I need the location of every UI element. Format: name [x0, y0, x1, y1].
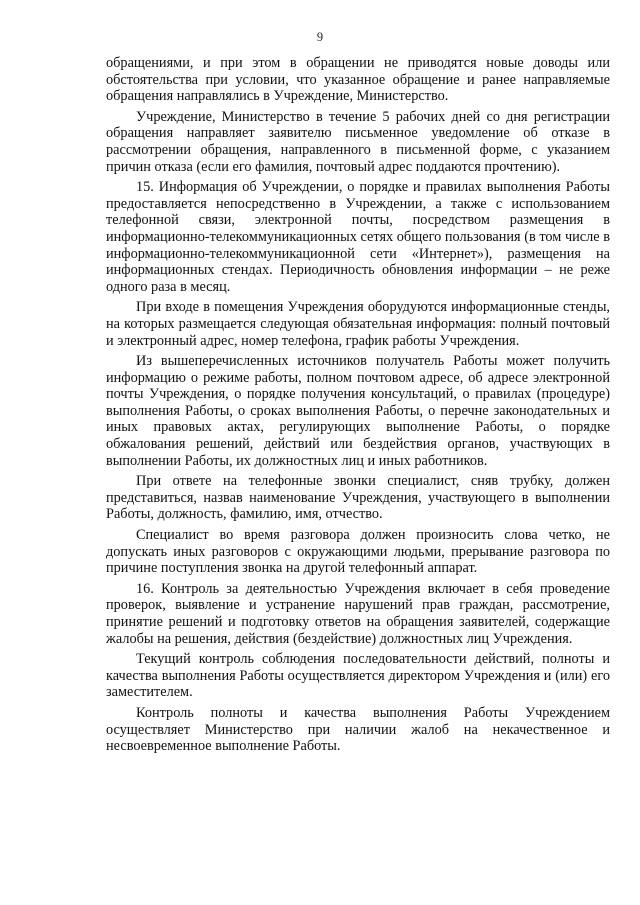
paragraph-section-16: 16. Контроль за деятельностью Учреждения включает в себя проведение проверок, выявление и устранение нарушений прав граждан, рассмотрение, принятие решений и подготовку ответов на обращения заявителей, содержащие жалобы на решения, действия (бездействие) должностных лиц Учреждения. [106, 580, 610, 647]
paragraph-info-stands: При входе в помещения Учреждения оборудуются информационные стенды, на которых размещается следующая обязательная информация: полный почтовый и электронный адрес, номер телефона, график работы Учреждения. [106, 299, 610, 349]
paragraph-phone-answer: При ответе на телефонные звонки специалист, сняв трубку, должен представиться, назвав наименование Учреждения, участвующего в выполнении Работы, должность, фамилию, имя, отчество. [106, 473, 610, 523]
paragraph-phone-conduct: Специалист во время разговора должен произносить слова четко, не допускать иных разговоров с окружающими людьми, прерывание разговора по причине поступления звонка на другой телефонный аппарат. [106, 527, 610, 577]
paragraph-refusal-notice: Учреждение, Министерство в течение 5 рабочих дней со дня регистрации обращения направляет заявителю письменное уведомление об отказе в рассмотрении обращения, направленного в письменной форме, с указанием причин отказа (если его фамилия, почтовый адрес поддаются прочтению). [106, 108, 610, 175]
paragraph-section-15: 15. Информация об Учреждении, о порядке и правилах выполнения Работы предоставляется непосредственно в Учреждении, а также с использованием телефонной связи, электронной почты, посредством размещения в информационно-телекоммуникационных сетях общего пользования (в том числе в информационно-телекоммуникационной сети «Интернет»), размещения на информационных стендах. Периодичность обновления информации – не реже одного раза в месяц. [106, 179, 610, 295]
page-number: 9 [316, 30, 324, 44]
paragraph-continuation: обращениями, и при этом в обращении не приводятся новые доводы или обстоятельства при условии, что указанное обращение и ранее направляемые обращения направлялись в Учреждение, Министерство. [106, 55, 610, 105]
paragraph-info-sources: Из вышеперечисленных источников получатель Работы может получить информацию о режиме работы, полном почтовом адресе, об адресе электронной почты Учреждения, о порядке получения консультаций, о правилах (процедуре) выполнения Работы, о сроках выполнения Работы, о перечне законодательных и иных правовых актах, регулирующих выполнение Работы, о порядке обжалования решений, действий или бездействия органов, участвующих в выполнении Работы, их должностных лиц и иных работников. [106, 353, 610, 469]
paragraph-current-control: Текущий контроль соблюдения последовательности действий, полноты и качества выполнения Работы осуществляется директором Учреждения и (или) его заместителем. [106, 651, 610, 701]
document-body [106, 55, 610, 759]
paragraph-ministry-control: Контроль полноты и качества выполнения Работы Учреждением осуществляет Министерство при наличии жалоб на некачественное и несвоевременное выполнение Работы. [106, 704, 610, 755]
